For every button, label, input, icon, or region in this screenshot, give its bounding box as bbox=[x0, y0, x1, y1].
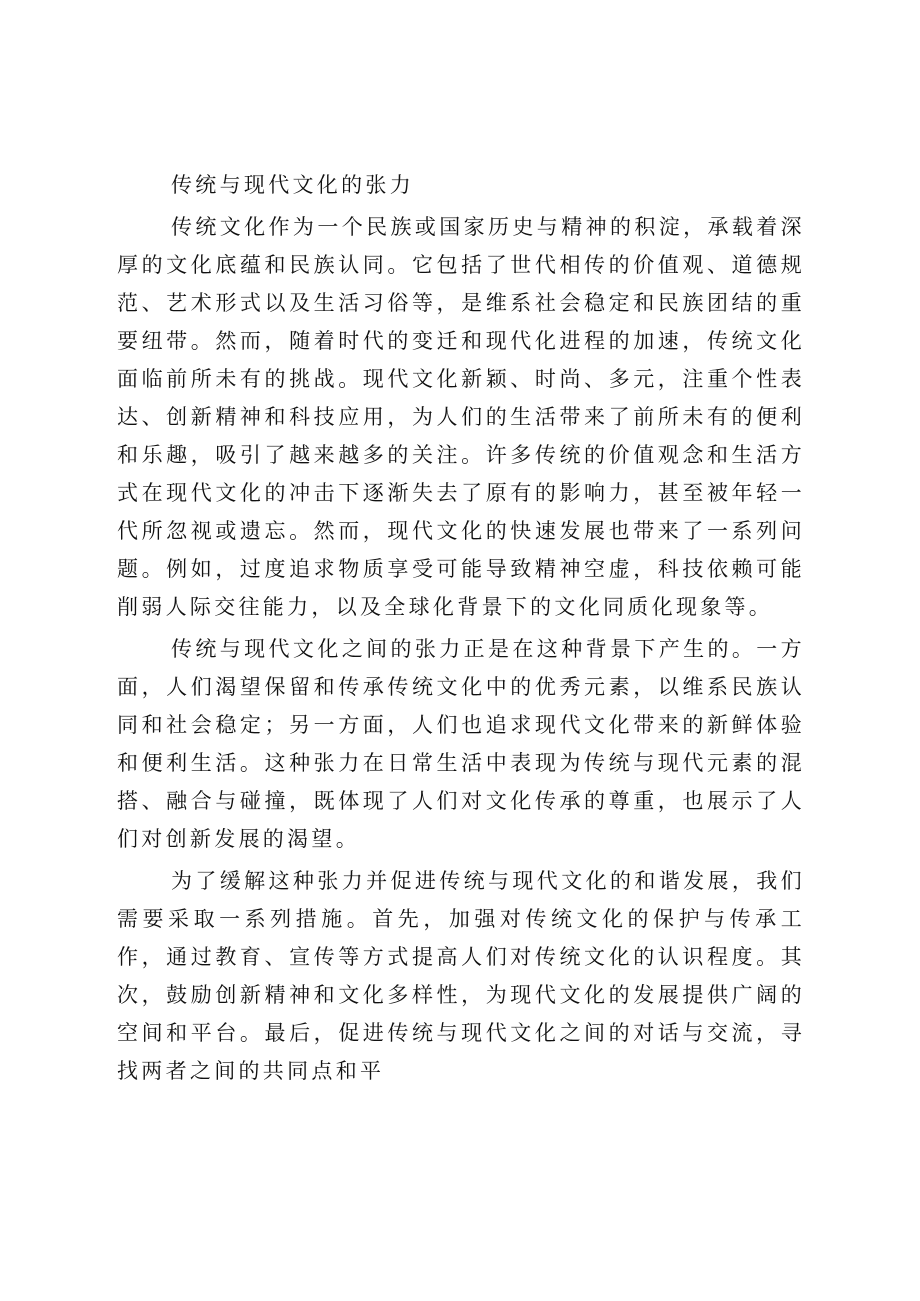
paragraph-2: 传统与现代文化之间的张力正是在这种背景下产生的。一方面，人们渴望保留和传承传统文化中的优秀元素，以维系民族认同和社会稳定；另一方面，人们也追求现代文化带来的新鲜体验和便利生活。这种张力在日常生活中表现为传统与现代元素的混搭、融合与碰撞，既体现了人们对文化传承的尊重，也展示了人们对创新发展的渴望。 bbox=[117, 637, 805, 851]
paragraph-3: 为了缓解这种张力并促进传统与现代文化的和谐发展，我们需要采取一系列措施。首先，加强对传统文化的保护与传承工作，通过教育、宣传等方式提高人们对传统文化的认识程度。其次，鼓励创新精神和文化多样性，为现代文化的发展提供广阔的空间和平台。最后，促进传统与现代文化之间的对话与交流，寻找两者之间的共同点和平 bbox=[117, 869, 805, 1083]
paragraph-1: 传统文化作为一个民族或国家历史与精神的积淀，承载着深厚的文化底蕴和民族认同。它包括了世代相传的价值观、道德规范、艺术形式以及生活习俗等，是维系社会稳定和民族团结的重要纽带。然而，随着时代的变迁和现代化进程的加速，传统文化面临前所未有的挑战。现代文化新颖、时尚、多元，注重个性表达、创新精神和科技应用，为人们的生活带来了前所未有的便利和乐趣，吸引了越来越多的关注。许多传统的价值观念和生活方式在现代文化的冲击下逐渐失去了原有的影响力，甚至被年轻一代所忽视或遗忘。然而，现代文化的快速发展也带来了一系列问题。例如，过度追求物质享受可能导致精神空虚，科技依赖可能削弱人际交往能力，以及全球化背景下的文化同质化现象等。 bbox=[117, 215, 805, 619]
document-title: 传统与现代文化的张力 bbox=[171, 173, 414, 197]
document-body bbox=[117, 166, 805, 1094]
